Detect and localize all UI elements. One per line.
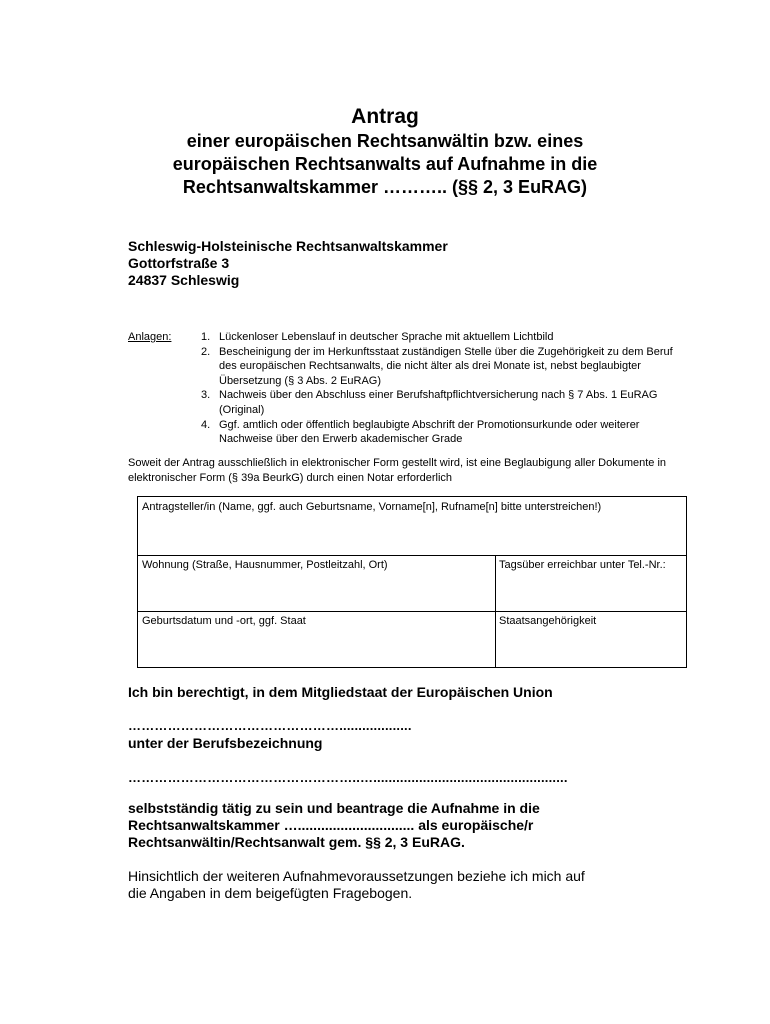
application-line-1: selbstständig tätig zu sein und beantrage die Aufnahme in die (128, 800, 540, 816)
list-item-number: 4. (201, 418, 211, 431)
further-requirements-statement (128, 868, 668, 902)
phone-field[interactable] (495, 555, 686, 611)
list-item-number: 2. (201, 345, 211, 358)
applicant-form-table (137, 496, 687, 668)
list-item (201, 345, 681, 389)
list-item-number: 3. (201, 389, 211, 402)
nationality-field[interactable] (495, 611, 686, 667)
phone-label: Tagsüber erreichbar unter Tel.-Nr.: (499, 559, 666, 571)
title-line-3: Rechtsanwaltskammer ……….. (§§ 2, 3 EuRAG) (182, 177, 588, 197)
profession-blank[interactable]: ……………………………………………..…................................................... (128, 770, 568, 785)
nationality-label: Staatsangehörigkeit (499, 615, 597, 627)
title-line-1: einer europäischen Rechtsanwältin bzw. eines (186, 131, 584, 151)
further-line-1: Hinsichtlich der weiteren Aufnahmevoraussetzungen beziehe ich mich auf (128, 868, 585, 884)
applicant-name-label: Antragsteller/in (Name, ggf. auch Geburtsname, Vorname[n], Rufname[n] bitte unterstreichen!) (142, 501, 602, 513)
title-line-2: europäischen Rechtsanwalts auf Aufnahme in die (172, 154, 598, 174)
list-item-text: Lückenloser Lebenslauf in deutscher Sprache mit aktuellem Lichtbild (219, 331, 554, 343)
recipient-address (128, 238, 448, 289)
notarization-notice: Soweit der Antrag ausschließlich in elektronischer Form gestellt wird, ist eine Beglaubigung aller Dokumente in elektronischer Form (§ 39a BeurkG) durch einen Notar erforderlich (128, 457, 667, 484)
list-item-text: Nachweis über den Abschluss einer Berufshaftpflichtversicherung nach § 7 Abs. 1 EuRAG (Original) (219, 389, 658, 416)
application-line-2: Rechtsanwaltskammer ….............................. als europäische/r (128, 817, 534, 833)
attachments-label: Anlagen: (128, 331, 172, 343)
list-item-text: Ggf. amtlich oder öffentlich beglaubigte Abschrift der Promotionsurkunde oder weiterer Nachweise über den Erwerb akademischer Grade (219, 418, 640, 446)
address-line-2: Gottorfstraße 3 (128, 255, 230, 271)
birth-field[interactable] (138, 611, 495, 667)
profession-label: unter der Berufsbezeichnung (128, 735, 323, 751)
list-item-text: Bescheinigung der im Herkunftsstaat zuständigen Stelle über die Zugehörigkeit zu dem Beruf des europäischen Rechtsanwalts, die nicht älter als drei Monate ist, nebst beglaubigter Übersetzung (§ 3 Abs. 2 EuRAG) (219, 345, 673, 387)
list-item-number: 1. (201, 331, 211, 343)
address-line-3: 24837 Schleswig (128, 272, 240, 288)
member-state-blank[interactable]: …………………………………………................... (128, 718, 412, 733)
document-title: Antrag (351, 105, 419, 128)
application-statement (128, 800, 540, 851)
list-item (201, 418, 681, 447)
attachments-list (201, 330, 681, 447)
residence-field[interactable] (138, 555, 495, 611)
address-line-1: Schleswig-Holsteinische Rechtsanwaltskammer (128, 238, 448, 254)
application-line-3: Rechtsanwältin/Rechtsanwalt gem. §§ 2, 3 EuRAG. (128, 834, 465, 850)
title-block (0, 104, 770, 199)
residence-label: Wohnung (Straße, Hausnummer, Postleitzahl, Ort) (142, 559, 388, 571)
birth-label: Geburtsdatum und -ort, ggf. Staat (142, 615, 306, 627)
list-item (201, 388, 681, 417)
applicant-name-field[interactable] (138, 497, 686, 555)
further-line-2: die Angaben in dem beigefügten Fragebogen. (128, 885, 413, 901)
list-item (201, 330, 681, 345)
entitlement-statement: Ich bin berechtigt, in dem Mitgliedstaat der Europäischen Union (128, 684, 553, 700)
